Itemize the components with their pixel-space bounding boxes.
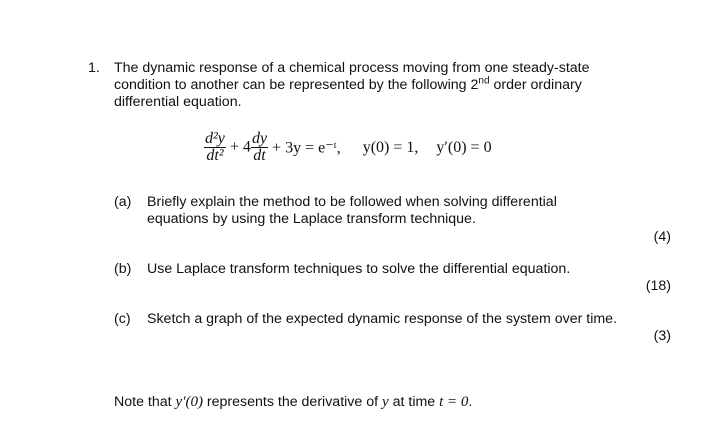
note-cond: t = 0 xyxy=(439,394,469,410)
initial-condition-2: y′(0) = 0 xyxy=(436,138,492,156)
eq-plus-4: + 4 xyxy=(229,138,251,156)
first-derivative-fraction: $\frac{dy}{dt}$ xyxy=(251,130,268,164)
eq-rest: + 3y = e⁻ᵗ, xyxy=(272,139,341,157)
note-expr: y′(0) xyxy=(175,394,203,410)
initial-condition-1: y(0) = 1, xyxy=(362,138,419,156)
part-b-label: (b) xyxy=(114,261,132,277)
question-intro-line-3: differential equation. xyxy=(114,94,242,110)
question-intro-line-1: The dynamic response of a chemical process moving from one steady-state xyxy=(114,60,590,76)
part-b-line-1: Use Laplace transform techniques to solve the differential equation. xyxy=(147,261,571,277)
part-c-line-1: Sketch a graph of the expected dynamic response of the system over time. xyxy=(147,311,618,327)
question-intro-line-2: condition to another can be represented by the following 2nd order ordinary xyxy=(114,75,582,93)
part-a-line-1: Briefly explain the method to be followed when solving differential xyxy=(147,194,557,210)
part-c-marks: (3) xyxy=(653,328,671,344)
derivative-note: Note that y′(0) represents the derivative of y at time t = 0. xyxy=(114,394,473,410)
part-a-line-2: equations by using the Laplace transform technique. xyxy=(147,211,476,227)
note-var: y xyxy=(381,394,389,410)
differential-equation xyxy=(204,131,492,164)
part-a-marks: (4) xyxy=(653,229,671,245)
part-b-marks: (18) xyxy=(645,278,671,294)
ordinal-suffix: nd xyxy=(478,75,490,87)
question-number: 1. xyxy=(88,60,100,76)
second-derivative-fraction: $\frac{\text{d²y}}{\text{dt²}}$ xyxy=(205,130,225,164)
part-a-label: (a) xyxy=(114,194,132,210)
part-c-label: (c) xyxy=(114,311,131,327)
